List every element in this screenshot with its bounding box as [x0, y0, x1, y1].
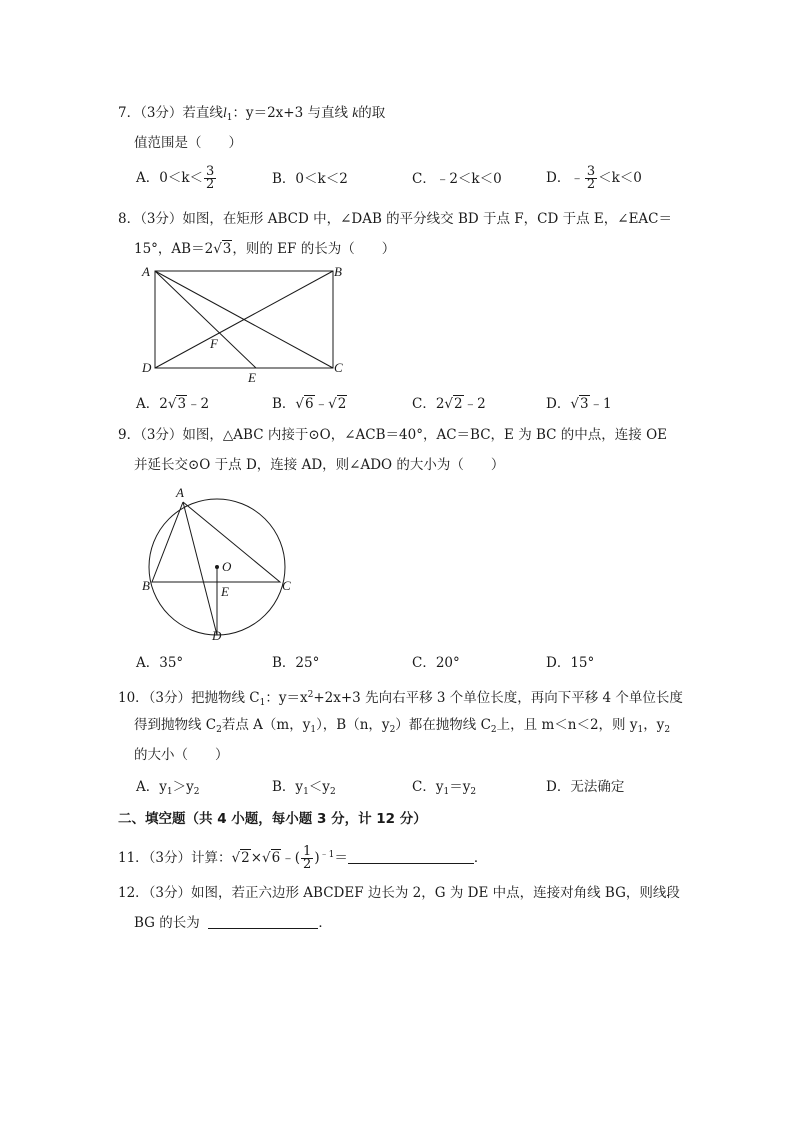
q10-option-a[interactable]: A．$y_1>y_2$ — [136, 779, 200, 797]
q7-line2: 值范围是（ ） — [134, 135, 242, 151]
sqrt: √3 — [213, 241, 232, 257]
answer-blank[interactable] — [348, 849, 474, 864]
label-e: E — [221, 584, 229, 599]
q8-option-d[interactable]: D．√3﹣1 — [546, 396, 612, 412]
q8-line2: 15°，AB＝2√3，则的 EF 的长为（ ） — [134, 241, 396, 257]
label-b: B — [142, 578, 150, 593]
q9-option-d[interactable]: D．15° — [546, 655, 595, 671]
q10-line1: 10．（3分）把抛物线 $C_1$：$y=x^2+2x+3$ 先向右平移 3 个单位长度，再向下平移 4 个单位长度 — [118, 690, 683, 708]
q9-option-b[interactable]: B．25° — [272, 655, 320, 671]
section-heading-fill-in: 二、填空题（共 4 小题，每小题 3 分，计 12 分） — [118, 811, 427, 827]
q8-line1: 8．（3分）如图，在矩形 ABCD 中，∠DAB 的平分线交 BD 于点 F，CD 于点 E，∠EAC＝ — [118, 211, 673, 227]
q9-option-c[interactable]: C．20° — [412, 655, 460, 671]
q10-option-c[interactable]: C．$y_1=y_2$ — [412, 779, 477, 797]
bisector-ae — [155, 271, 256, 368]
q9-line2: 并延长交⊙O 于点 D，连接 AD，则∠ADO 的大小为（ ） — [134, 457, 505, 473]
q10-line2: 得到抛物线 $C_2$若点 A（m，$y_1$），B（n，$y_2$）都在抛物线 $C_2$上，且 m＜n＜2，则 $y_1$，$y_2$ — [134, 717, 671, 735]
label-c: C — [334, 360, 343, 375]
q10-option-b[interactable]: B．$y_1<y_2$ — [272, 779, 336, 797]
q12-line1: 12．（3分）如图，若正六边形 ABCDEF 边长为 2，G 为 DE 中点，连接对角线 BG，则线段 — [118, 885, 680, 901]
fraction: $\frac{3}{2}$ — [206, 164, 215, 192]
label-a: A — [142, 264, 150, 279]
label-o: O — [222, 559, 232, 574]
q7-line1: 7．（3分）若直线$l_1$：y＝2x+3 与直线 k的取 — [118, 105, 386, 123]
q10-option-d[interactable]: D．无法确定 — [546, 779, 625, 795]
label-d: D — [212, 628, 222, 643]
label-e: E — [248, 370, 256, 385]
q7-option-a[interactable]: A．0＜k＜ $\frac{3}{2}$ — [136, 164, 215, 192]
q9-circle-figure — [138, 484, 308, 644]
center-point — [215, 565, 219, 569]
label-c: C — [282, 578, 291, 593]
q7-option-c[interactable]: C．﹣2＜k＜0 — [412, 171, 502, 187]
segment-ad — [183, 502, 217, 635]
q9-option-a[interactable]: A．35° — [136, 655, 184, 671]
q10-line3: 的大小（ ） — [134, 747, 229, 763]
label-b: B — [334, 264, 342, 279]
fraction: $\frac{3}{2}$ — [586, 164, 596, 192]
q12-line2: BG 的长为 ． — [134, 915, 332, 931]
label-a: A — [176, 485, 184, 500]
q8-option-b[interactable]: B．√6﹣√2 — [272, 396, 347, 412]
q8-rectangle-figure — [138, 262, 358, 387]
q9-line1: 9．（3分）如图，△ABC 内接于⊙O，∠ACB＝40°，AC＝BC，E 为 BC 的中点，连接 OE — [118, 427, 667, 443]
q8-option-a[interactable]: A．2√3﹣2 — [136, 396, 210, 412]
label-d: D — [142, 360, 152, 375]
q8-option-c[interactable]: C．2√2﹣2 — [412, 396, 486, 412]
q7-option-b[interactable]: B．0＜k＜2 — [272, 171, 348, 187]
label-f: F — [210, 336, 218, 351]
answer-blank[interactable] — [208, 914, 318, 929]
triangle-abc — [152, 502, 280, 582]
q11-line: 11．（3分）计算：√2×√6﹣( $\frac{1}{2}$ )$^{﹣1}$＝ ． — [118, 844, 488, 872]
q7-option-d[interactable]: D．﹣ $\frac{3}{2}$ ＜k＜0 — [546, 164, 642, 192]
